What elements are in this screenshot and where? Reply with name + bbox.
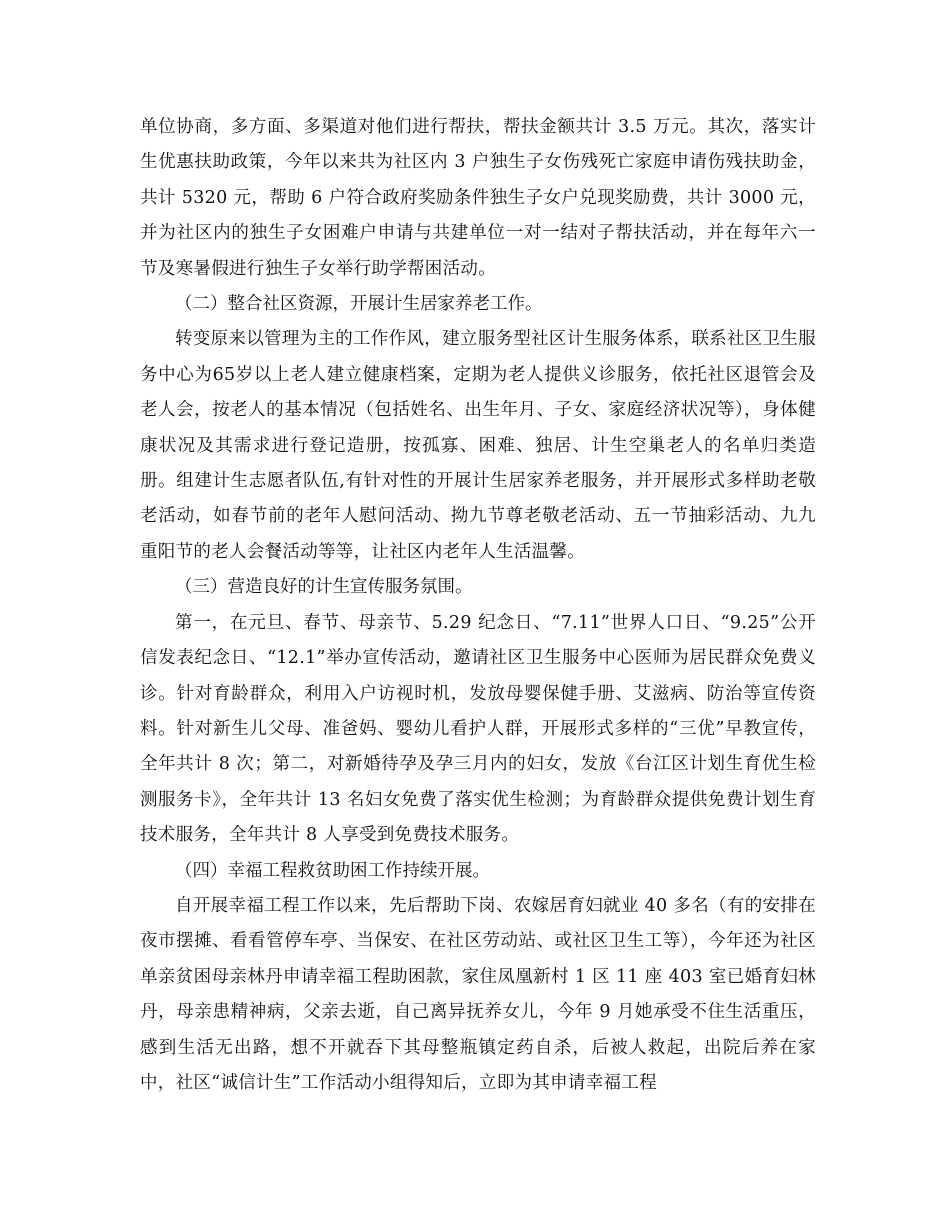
section-heading-2: （二）整合社区资源，开展计生居家养老工作。 bbox=[175, 294, 543, 315]
section-heading-3: （三）营造良好的计生宣传服务氛围。 bbox=[175, 577, 473, 598]
body-paragraph-4: 自开展幸福工程工作以来，先后帮助下岗、农嫁居育妇就业 40 多名（有的安排在夜市摆摊、看看管停车亭、当保安、在社区劳动站、或社区卫生工等），今年还为社区单亲贫困母亲林丹申请幸福工程助困款，家住凤凰新村 1 区 11 座 403 室已婚育妇林丹，母亲患精神病，父亲去逝，自己离异抚养女儿，今年 9 月她承受不住生活重压，感到生活无出路，想不开就吞下其母整瓶镇定药自杀，后被人救起，出院后养在家中，社区“诚信计生”工作活动小组得知后，立即为其申请幸福工程 bbox=[140, 895, 816, 1093]
document-page bbox=[140, 110, 816, 1101]
section-heading-4: （四）幸福工程救贫助困工作持续开展。 bbox=[175, 860, 490, 881]
body-paragraph-3: 第一，在元旦、春节、母亲节、5.29 纪念日、“7.11”世界人口日、“9.25”公开信发表纪念日、“12.1”举办宣传活动，邀请社区卫生服务中心医师为居民群众免费义诊。针对育龄群众，利用入户访视时机，发放母婴保健手册、艾滋病、防治等宣传资料。针对新生儿父母、准爸妈、婴幼儿看护人群，开展形式多样的“三优”早教宣传，全年共计 8 次；第二，对新婚待孕及孕三月内的妇女，发放《台江区计划生育优生检测服务卡》，全年共计 13 名妇女免费了落实优生检测；为育龄群众提供免费计划生育技术服务，全年共计 8 人享受到免费技术服务。 bbox=[140, 612, 816, 846]
body-paragraph-2: 转变原来以管理为主的工作作风，建立服务型社区计生服务体系，联系社区卫生服务中心为65岁以上老人建立健康档案，定期为老人提供义诊服务，依托社区退管会及老人会，按老人的基本情况（包括姓名、出生年月、子女、家庭经济状况等），身体健康状况及其需求进行登记造册，按孤寡、困难、独居、计生空巢老人的名单归类造册。组建计生志愿者队伍,有针对性的开展计生居家养老服务，并开展形式多样助老敬老活动，如春节前的老年人慰问活动、拗九节尊老敬老活动、五一节抽彩活动、九九重阳节的老人会餐活动等等，让社区内老年人生活温馨。 bbox=[140, 329, 816, 562]
body-paragraph-1: 单位协商，多方面、多渠道对他们进行帮扶，帮扶金额共计 3.5 万元。其次，落实计生优惠扶助政策，今年以来共为社区内 3 户独生子女伤残死亡家庭申请伤残扶助金，共计 5320 元，帮助 6 户符合政府奖励条件独生子女户兑现奖励费，共计 3000 元，并为社区内的独生子女困难户申请与共建单位一对一结对子帮扶活动，并在每年六一节及寒暑假进行独生子女举行助学帮困活动。 bbox=[140, 117, 816, 279]
